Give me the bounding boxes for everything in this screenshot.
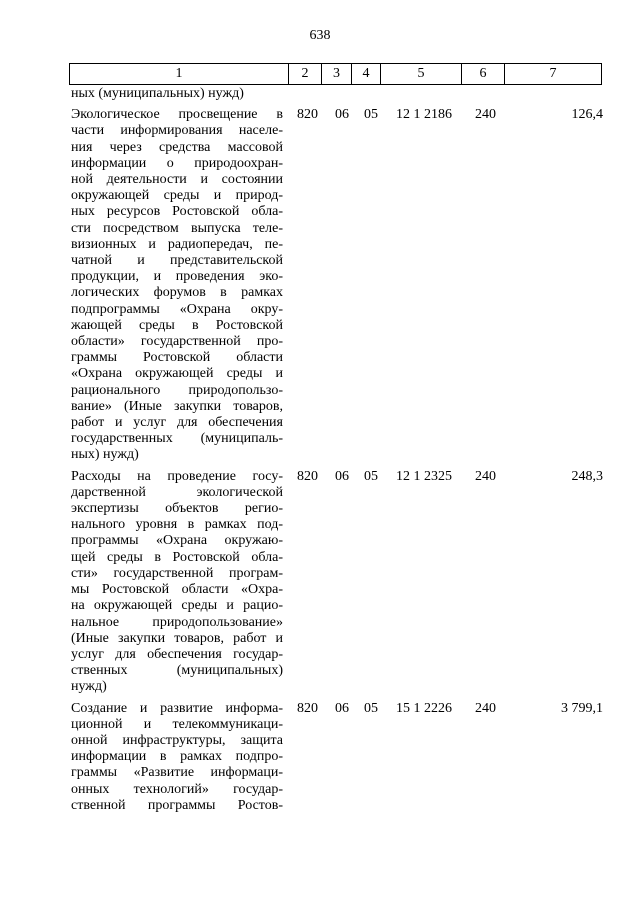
- text-line: логических форумов в рамках: [71, 285, 283, 301]
- column-header-5: 5: [381, 64, 462, 85]
- text-line: работ и услуг для обеспечения: [71, 415, 283, 431]
- subsection-code: 05: [364, 700, 378, 716]
- continuation-text: [71, 86, 283, 102]
- continuation-row: [71, 86, 611, 102]
- text-line: граммы Ростовской области: [71, 350, 283, 366]
- subsection-code: 05: [364, 107, 378, 123]
- text-line: экспертизы объектов регио-: [71, 501, 283, 517]
- budget-table-body: [71, 86, 611, 814]
- text-line: государственных (муниципаль-: [71, 431, 283, 447]
- amount-value: 126,4: [571, 107, 603, 123]
- amount-value: 3 799,1: [561, 700, 603, 716]
- text-line: щей среды в Ростовской обла-: [71, 549, 283, 565]
- expense-type-code: 240: [475, 468, 496, 484]
- text-line: вание» (Иные закупки товаров,: [71, 398, 283, 414]
- section-code: 06: [335, 700, 349, 716]
- target-article-code: 12 1 2186: [396, 107, 452, 123]
- section-code: 06: [335, 468, 349, 484]
- ministry-code: 820: [297, 107, 318, 123]
- row-description: [71, 701, 283, 814]
- text-line: информации в рамках подпро-: [71, 749, 283, 765]
- text-line: ственной программы Ростов-: [71, 797, 283, 813]
- column-header-2: 2: [289, 64, 322, 85]
- column-header-3: 3: [322, 64, 352, 85]
- text-line: чатной и представительской: [71, 253, 283, 269]
- text-line: продукции, и проведения эко-: [71, 269, 283, 285]
- text-line: ных ресурсов Ростовской обла-: [71, 204, 283, 220]
- text-line: нального уровня в рамках под-: [71, 517, 283, 533]
- text-line: ния через средства массовой: [71, 139, 283, 155]
- text-line: онных технологий» государ-: [71, 781, 283, 797]
- text-line: части информирования населе-: [71, 123, 283, 139]
- text-line: ционной и телекоммуникаци-: [71, 716, 283, 732]
- text-line: сти» государственной програм-: [71, 565, 283, 581]
- text-line: дарственной экологической: [71, 484, 283, 500]
- text-line: нужд): [71, 679, 107, 695]
- expense-type-code: 240: [475, 107, 496, 123]
- ministry-code: 820: [297, 700, 318, 716]
- text-line: подпрограммы «Охрана окру-: [71, 301, 283, 317]
- expense-type-code: 240: [475, 700, 496, 716]
- text-line: нальное природопользование»: [71, 614, 283, 630]
- text-line: информации о природоохран-: [71, 155, 283, 171]
- section-code: 06: [335, 107, 349, 123]
- text-line: ных (муниципальных) нужд): [71, 86, 244, 101]
- row-description: [71, 469, 283, 696]
- text-line: ных) нужд): [71, 447, 139, 463]
- ministry-code: 820: [297, 468, 318, 484]
- column-header-row: [69, 63, 602, 85]
- text-line: области» государственной про-: [71, 334, 283, 350]
- text-line: жающей среды в Ростовской: [71, 317, 283, 333]
- text-line: рационального природопользо-: [71, 382, 283, 398]
- text-line: сти посредством выпуска теле-: [71, 220, 283, 236]
- text-line: ственных (муниципальных): [71, 663, 283, 679]
- table-row: [71, 107, 611, 463]
- text-line: программы «Охрана окружаю-: [71, 533, 283, 549]
- column-header-1: 1: [70, 64, 289, 85]
- column-header-6: 6: [462, 64, 505, 85]
- text-line: (Иные закупки товаров, работ и: [71, 630, 283, 646]
- subsection-code: 05: [364, 468, 378, 484]
- table-row: [71, 701, 611, 814]
- row-description: [71, 107, 283, 463]
- text-line: Создание и развитие информа-: [71, 700, 283, 716]
- page-number: 638: [309, 28, 331, 43]
- text-line: граммы «Развитие информаци-: [71, 765, 283, 781]
- table-row: [71, 469, 611, 696]
- target-article-code: 15 1 2226: [396, 700, 452, 716]
- text-line: «Охрана окружающей среды и: [71, 366, 283, 382]
- text-line: услуг для обеспечения государ-: [71, 646, 283, 662]
- text-line: визионных и радиопередач, пе-: [71, 236, 283, 252]
- text-line: онной инфраструктуры, защита: [71, 732, 283, 748]
- text-line: Экологическое просвещение в: [71, 107, 283, 123]
- column-header-4: 4: [352, 64, 381, 85]
- column-header-7: 7: [505, 64, 602, 85]
- target-article-code: 12 1 2325: [396, 468, 452, 484]
- text-line: на окружающей среды и рацио-: [71, 598, 283, 614]
- text-line: мы Ростовской области «Охра-: [71, 582, 283, 598]
- text-line: окружающей среды и природ-: [71, 188, 283, 204]
- amount-value: 248,3: [571, 468, 603, 484]
- text-line: ной деятельности и состоянии: [71, 172, 283, 188]
- text-line: Расходы на проведение госу-: [71, 468, 283, 484]
